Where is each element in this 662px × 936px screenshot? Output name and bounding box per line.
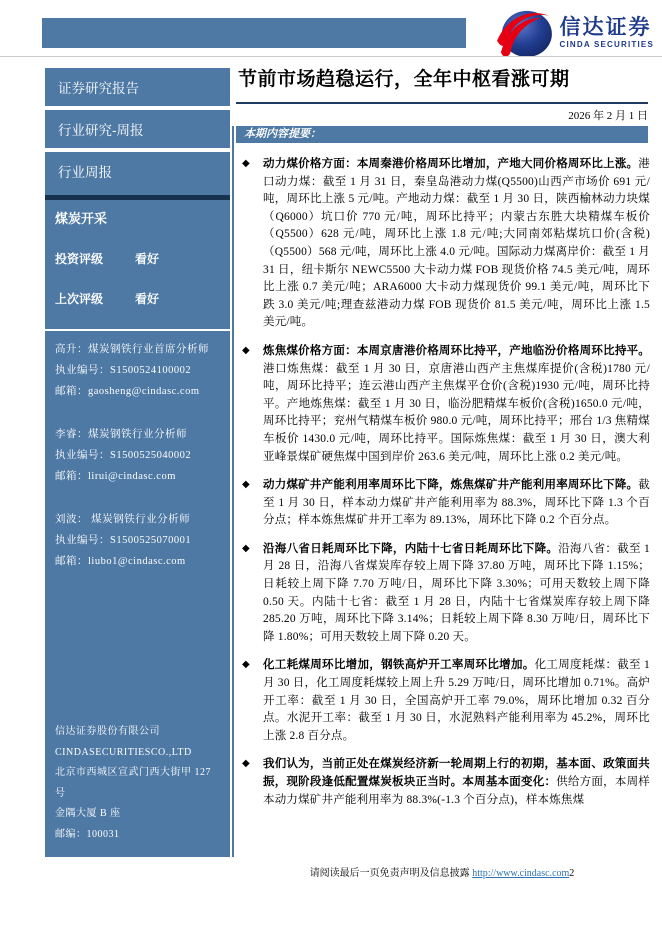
analyst-email: 邮箱：gaosheng@cindasc.com	[55, 386, 200, 397]
bullet-text	[263, 657, 650, 745]
logo-text	[560, 17, 654, 49]
bullet-lead: 动力煤矿井产能利用率周环比下降，炼焦煤矿井产能利用率周环比下降。	[263, 479, 639, 492]
bullet-text	[263, 541, 650, 647]
analyst-email: 邮箱：lirui@cindasc.com	[55, 471, 176, 482]
logo-name-cn: 信达证券	[559, 16, 652, 39]
rating-value: 看好	[135, 292, 160, 306]
company-info	[55, 722, 224, 845]
company-address-2: 金隅大厦 B 座	[55, 808, 121, 819]
bullet-body: 截至 1 月 30 日，样本动力煤矿井产能利用率为 88.3%，周环比下降 1.3 个百分点；样本炼焦煤矿井开工率为 89.13%，周环比下降 0.2 个百分点。	[263, 479, 650, 527]
bullet-item	[242, 343, 650, 466]
bullet-body: 供给方面，本周样本动力煤矿井产能利用率为 88.3%(-1.3 个百分点)，样本炼焦煤	[263, 776, 650, 806]
bullet-text	[263, 756, 650, 809]
bullet-item	[242, 156, 650, 332]
sidebar-report-type	[45, 68, 230, 106]
report-title: 节前市场趋稳运行，全年中枢看涨可期	[238, 69, 570, 90]
footer-website-link[interactable]: http://www.cindasc.com	[472, 868, 570, 879]
diamond-bullet-icon: ◆	[242, 542, 250, 554]
title-divider	[236, 102, 648, 104]
footer-disclaimer: 请阅读最后一页免责声明及信息披露	[309, 868, 473, 879]
bullet-lead: 炼焦煤价格方面：本周京唐港价格周环比持平，产地临汾价格周环比持平。	[263, 344, 650, 357]
analyst-name: 刘波： 煤炭钢铁行业分析师	[55, 514, 191, 525]
spacer	[55, 487, 220, 509]
header-band	[42, 18, 466, 48]
bullet-body: 港口炼焦煤：截至 1 月 30 日，京唐港山西产主焦煤库提价(含税)1780 元/吨，周环比持平；连云港山西产主焦煤平仓价(含税)1930 元/吨，周环比持平。产地炼焦煤：截至 1 月 30 日，临汾肥精煤车板价(含税)1650.0 元/吨，周环比持平；兖州气精煤车板价 980.0 元/吨，周环比持平；邢台 1/3 焦精煤车板价 1430.0 元/吨，周环比持平。国际炼焦煤：截至 1 月 30 日，澳大利亚峰景煤矿硬焦煤中国到岸价 263.6 美元/吨，周环比上涨 0.2 美元/吨。	[263, 362, 650, 463]
company-name-en: CINDASECURITIESCO.,LTD	[55, 746, 192, 758]
diamond-bullet-icon: ◆	[242, 479, 250, 491]
rating-row-previous	[55, 290, 220, 307]
bullet-item	[242, 541, 650, 647]
bullet-lead: 沿海八省日耗周环比下降，内陆十七省日耗周环比下降。	[263, 542, 559, 555]
diamond-bullet-icon: ◆	[242, 659, 250, 671]
bullet-item	[242, 477, 650, 530]
bullet-body: 港口动力煤：截至 1 月 31 日，秦皇岛港动力煤(Q5500)山西产市场价 691 元/吨，周环比上涨 5 元/吨。产地动力煤：截至 1 月 30 日，陕西榆林动力块煤（Q6000）坑口价 770 元/吨，周环比持平；内蒙古东胜大块精煤车板价（Q5500）628 元/吨，周环比上涨 1.8 元/吨;大同南郊粘煤坑口价(含税)（Q5500）568 元/吨，周环比上涨 4.0 元/吨。国际动力煤离岸价：截至 1 月 31 日，纽卡斯尔 NEWC5500 大卡动力煤 FOB 现货价格 74.5 美元/吨，周环比上涨 0.7 美元/吨；ARA6000 大卡动力煤现货价 99.1 美元/吨，周环比下跌 3.0 美元/吨;理查兹港动力煤 FOB 现货价 81.5 美元/吨，周环比上涨 1.5 美元/吨。	[263, 158, 650, 329]
company-address-1: 北京市西城区宣武门西大街甲 127 号	[55, 767, 211, 799]
analyst-license: 执业编号：S1500524100002	[55, 365, 192, 376]
sidebar-report-kind	[45, 152, 230, 195]
sidebar-analyst-box	[45, 331, 230, 857]
analyst-email: 邮箱：liubo1@cindasc.com	[55, 556, 186, 567]
bullet-item	[242, 657, 650, 745]
summary-bullet-list	[242, 156, 650, 864]
bullet-body: 沿海八省：截至 1 月 28 日，沿海八省煤炭库存较上周下降 37.80 万吨，周环比下降 1.15%；日耗较上周下降 7.70 万吨/日，周环比下降 3.30%；可用天数较上周下降 0.50 天。内陆十七省：截至 1 月 28 日，内陆十七省煤炭库存较上周下降 285.20 万吨，周环比下降 3.14%；日耗较上周下降 8.30 万吨/日，周环比下降 1.80%；可用天数较上周下降 0.20 天。	[263, 542, 650, 643]
bullet-lead: 动力煤价格方面：本周秦港价格周环比增加，产地大同价格周环比上涨。	[263, 158, 639, 170]
company-logo	[495, 8, 654, 58]
rating-value: 看好	[135, 252, 160, 266]
rating-label: 投资评级	[55, 252, 104, 266]
bullet-text	[263, 156, 650, 332]
cinda-globe-icon	[495, 8, 553, 58]
content-left-border	[232, 126, 234, 857]
sidebar-rating-box	[45, 200, 230, 329]
category-label: 行业研究-周报	[58, 123, 144, 138]
header-divider	[0, 56, 662, 57]
page-number: 2	[569, 868, 575, 879]
report-kind-label: 行业周报	[58, 165, 112, 180]
analyst-name: 李睿：煤炭钢铁行业分析师	[55, 429, 187, 440]
industry-name: 煤炭开采	[55, 211, 108, 226]
bullet-text	[263, 477, 650, 530]
analyst-name: 高升：煤炭钢铁行业首席分析师	[55, 344, 209, 355]
spacer	[55, 402, 220, 424]
bullet-text	[263, 343, 650, 466]
diamond-bullet-icon: ◆	[242, 758, 250, 770]
report-date: 2026 年 2 月 1 日	[568, 110, 648, 122]
analyst-license: 执业编号：S1500525040002	[55, 450, 192, 461]
company-name-cn: 信达证券股份有限公司	[55, 726, 160, 737]
page-footer	[236, 864, 648, 879]
diamond-bullet-icon: ◆	[242, 158, 250, 169]
report-type-label: 证券研究报告	[58, 81, 139, 96]
logo-name-en: CINDA SECURITIES	[559, 40, 654, 49]
bullet-item	[242, 756, 650, 809]
rating-label: 上次评级	[55, 292, 104, 306]
rating-row-current	[55, 250, 220, 267]
company-postcode: 邮编：100031	[55, 828, 120, 840]
bullet-body: 化工周度耗煤：截至 1 月 30 日，化工周度耗煤较上周上升 5.29 万吨/日，周环比增加 0.71%。高炉开工率：截至 1 月 30 日，全国高炉开工率 79.0%，周环比增加 0.32 百分点。水泥开工率：截至 1 月 30 日，水泥熟料产能利用率为 45.2%，周环比上涨 2.8 百分点。	[263, 659, 650, 742]
bullet-lead: 我们认为，当前正处在煤炭经济新一轮周期上行的初期，基本面、政策面共振，现阶段逢低配置煤炭板块正当时。本周基本面变化：	[263, 758, 650, 788]
summary-header: 本期内容提要：	[236, 126, 648, 143]
diamond-bullet-icon: ◆	[242, 344, 250, 356]
sidebar-category	[45, 110, 230, 148]
analyst-license: 执业编号：S1500525070001	[55, 535, 192, 546]
bullet-lead: 化工耗煤周环比增加，钢铁高炉开工率周环比增加。	[263, 659, 535, 672]
